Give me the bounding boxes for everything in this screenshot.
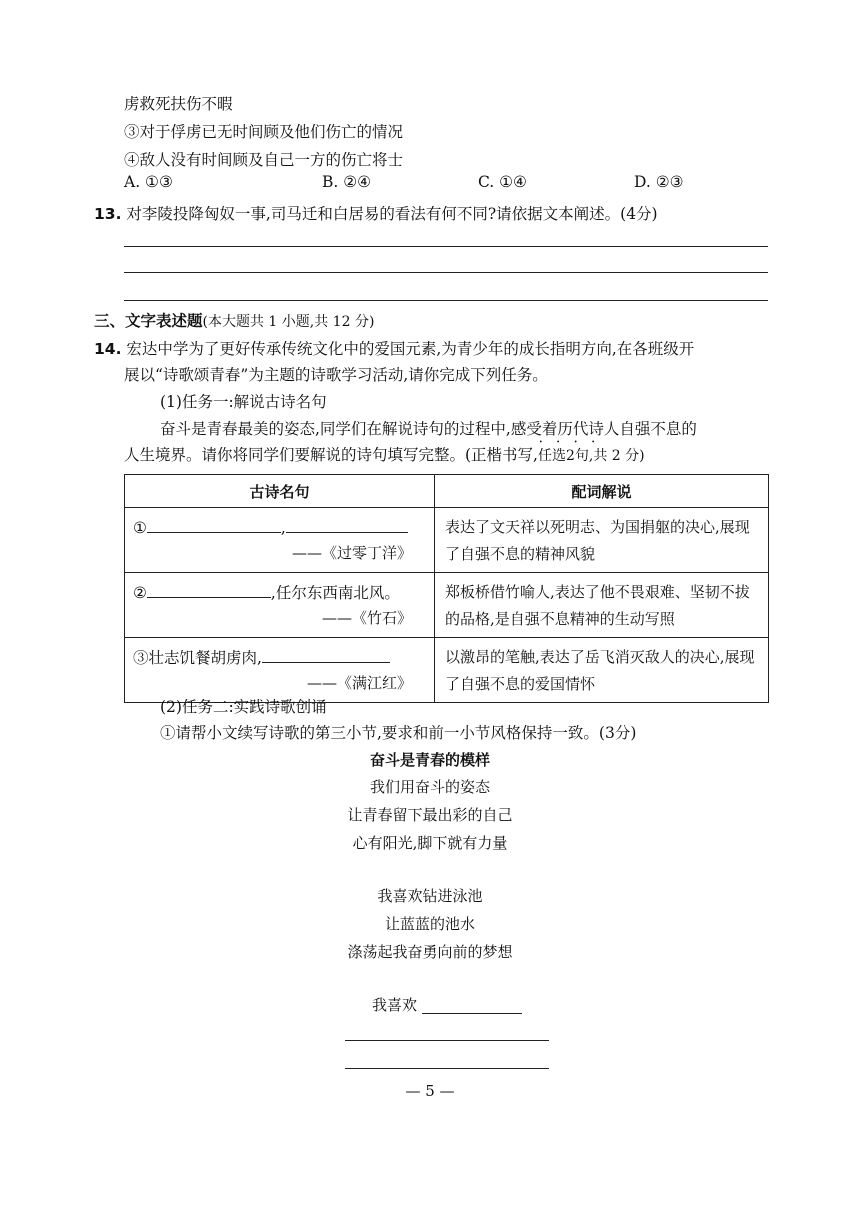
q13-question — [94, 202, 658, 224]
poem-1-blank-b[interactable] — [286, 516, 408, 533]
q13-answer-line-1[interactable] — [124, 246, 768, 247]
poem-stanza-1-line-2: 让青春留下最出彩的自己 — [347, 806, 513, 824]
poem-cell-3 — [125, 638, 435, 703]
task1-title: (1)任务一:解说古诗名句 — [160, 393, 327, 411]
poem-3-prefix: ③壮志饥餐胡虏肉, — [133, 649, 262, 667]
poem-3-blank[interactable] — [262, 646, 390, 663]
q14-intro-text-1: 宏达中学为了更好传承传统文化中的爱国元素,为青少年的成长指明方向,在各班级开 — [126, 340, 695, 358]
q12-option-b[interactable]: B. ②④ — [322, 173, 372, 191]
poem-2-source: ——《竹石》 — [321, 609, 412, 627]
task1-line-1: 奋斗是青春最美的姿态,同学们在解说诗句的过程中,感受着历代诗人自强不息的 — [160, 420, 697, 438]
poem-blank-2[interactable] — [345, 1040, 549, 1041]
task1-line-2-a: 人生境界。请你将同学们要解说的诗句填写完整。(正楷书写, — [124, 446, 538, 464]
poem-blank-1[interactable] — [422, 1013, 522, 1014]
table-header-poem: 古诗名句 — [125, 475, 435, 508]
poem-3-source: ——《满江红》 — [306, 674, 412, 692]
task1-line-2-b: ,共 2 分) — [588, 448, 645, 464]
explain-cell-1: 表达了文天祥以死明志、为国捐躯的决心,展现了自强不息的精神风貌 — [435, 508, 769, 573]
poem-2-prefix: ② — [133, 584, 147, 602]
poem-line-2 — [133, 581, 400, 603]
q13-answer-line-2[interactable] — [124, 272, 768, 273]
poem-1-source: ——《过零丁洋》 — [291, 544, 412, 562]
table-header-explain: 配词解说 — [435, 475, 769, 508]
poem-blank-3[interactable] — [345, 1068, 549, 1069]
table-row — [125, 638, 769, 703]
poem-title: 奋斗是青春的模样 — [369, 751, 490, 769]
task1-emphasis-text: 任选2句 • • • • — [538, 448, 589, 464]
q12-item-4: ④敌人没有时间顾及自己一方的伤亡将士 — [124, 151, 404, 169]
poem-stanza-1-line-1: 我们用奋斗的姿态 — [369, 778, 490, 796]
poem-1-prefix: ① — [133, 519, 147, 537]
task2-instruction: ①请帮小文续写诗歌的第三小节,要求和前一小节风格保持一致。(3分) — [160, 724, 637, 742]
q14-intro-line-2: 展以“诗歌颂青春”为主题的诗歌学习活动,请你完成下列任务。 — [124, 366, 548, 384]
explain-cell-3: 以激昂的笔触,表达了岳飞消灭敌人的决心,展现了自强不息的爱国情怀 — [435, 638, 769, 703]
section-3-note: (本大题共 1 小题,共 12 分) — [202, 314, 375, 330]
section-3-title: 三、文字表述题 — [94, 312, 203, 330]
task2-title: (2)任务二:实践诗歌创诵 — [160, 698, 327, 716]
q13-answer-line-3[interactable] — [124, 300, 768, 301]
q13-number: 13. — [94, 205, 122, 223]
poem-1-middle: , — [280, 519, 286, 537]
explain-cell-2: 郑板桥借竹喻人,表达了他不畏艰难、坚韧不拔的品格,是自强不息精神的生动写照 — [435, 573, 769, 638]
table-row — [125, 508, 769, 573]
poem-cell-2 — [125, 573, 435, 638]
table-header-row — [125, 475, 769, 508]
q12-continuation-line: 虏救死扶伤不暇 — [124, 95, 233, 113]
q13-text: 对李陵投降匈奴一事,司马迁和白居易的看法有何不同?请依据文本阐述。(4分) — [126, 205, 658, 223]
section-3-heading — [94, 309, 374, 331]
q12-item-3: ③对于俘虏已无时间顾及他们伤亡的情况 — [124, 123, 404, 141]
task1-line-2 — [124, 443, 645, 465]
q12-option-d[interactable]: D. ②③ — [634, 173, 684, 191]
poem-line-1 — [133, 516, 408, 537]
poem-1-blank-a[interactable] — [147, 516, 281, 533]
q12-option-c[interactable]: C. ①④ — [478, 173, 527, 191]
q12-options — [0, 173, 860, 195]
poem-stanza-2-line-3: 涤荡起我奋勇向前的梦想 — [347, 943, 513, 961]
poem-table — [124, 474, 769, 703]
table-row — [125, 573, 769, 638]
poem-line-3 — [133, 646, 390, 668]
q14-intro-line-1 — [94, 337, 694, 359]
poem-cell-1 — [125, 508, 435, 573]
poem-stanza-3-start: 我喜欢 — [372, 996, 418, 1014]
poem-stanza-2-line-2: 让蓝蓝的池水 — [384, 915, 475, 933]
poem-2-blank[interactable] — [147, 581, 271, 598]
poem-stanza-1-line-3: 心有阳光,脚下就有力量 — [352, 834, 508, 852]
poem-2-middle: ,任尔东西南北风。 — [270, 584, 400, 602]
q14-number: 14. — [94, 340, 122, 358]
poem-stanza-2-line-1: 我喜欢钻进泳池 — [377, 887, 483, 905]
q12-option-a[interactable]: A. ①③ — [124, 173, 173, 191]
page-number: — 5 — — [405, 1082, 455, 1100]
